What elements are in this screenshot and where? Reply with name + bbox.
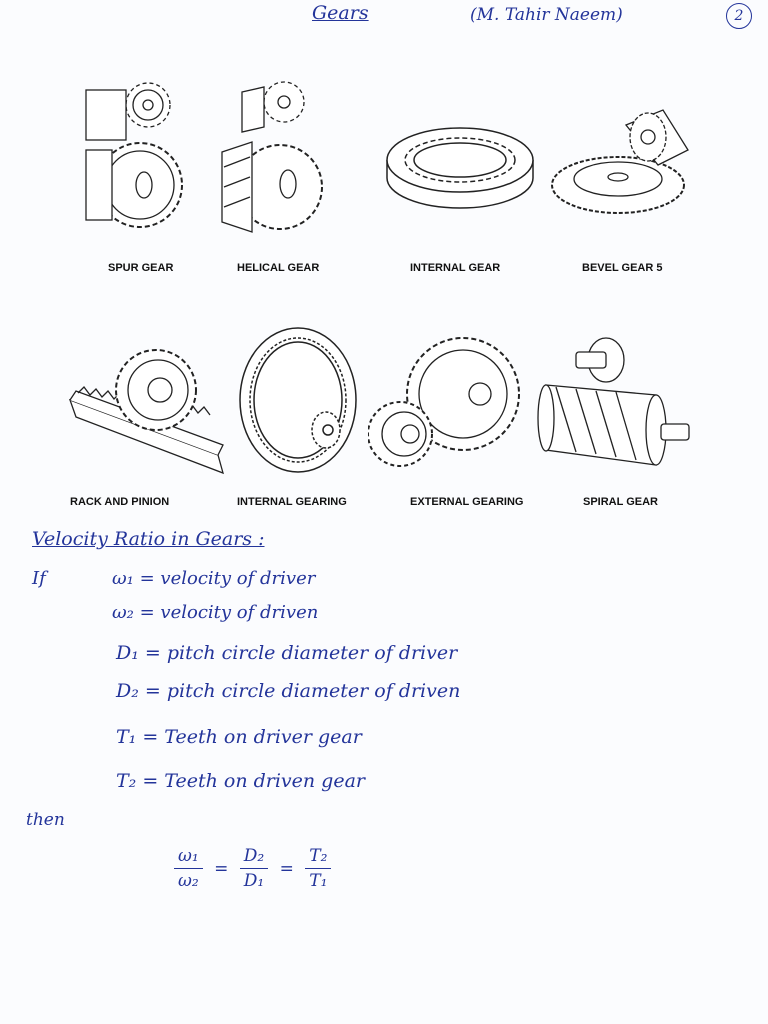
definition-line: D₂ = pitch circle diameter of driven [116,680,461,702]
internal-gearing-icon [238,325,358,475]
figure-caption: RACK AND PINION [70,496,170,508]
definition-line: ω₁ = velocity of driver [112,568,316,589]
figure-caption: SPUR GEAR [108,262,174,274]
figure-caption: INTERNAL GEAR [410,262,501,274]
definition-line: T₂ = Teeth on driven gear [116,770,365,792]
author-name: (M. Tahir Naeem) [470,5,623,25]
page-title: Gears [312,2,369,24]
definition-line: T₁ = Teeth on driver gear [116,726,362,748]
velocity-ratio-formula [170,846,335,891]
figure-caption: HELICAL GEAR [237,262,320,274]
then-word: then [26,810,65,830]
equals-sign: = [279,858,294,879]
rack-and-pinion-icon [68,345,228,480]
section-title: Velocity Ratio in Gears : [32,528,265,550]
figure-caption: SPIRAL GEAR [583,496,658,508]
figure-caption: INTERNAL GEARING [237,496,347,508]
fraction: $\frac{\text{D₂}}{\text{D₁}}$ [240,846,268,891]
internal-gear-icon [383,118,538,218]
fraction: $\frac{\text{T₂}}{\text{T₁}}$ [305,846,331,891]
page-number: 2 [726,3,752,29]
spur-gear-icon [78,70,188,240]
definition-line: ω₂ = velocity of driven [112,602,319,623]
figure-caption: BEVEL GEAR 5 [582,262,663,274]
definition-line: D₁ = pitch circle diameter of driver [116,642,458,664]
figure-caption: EXTERNAL GEARING [410,496,524,508]
helical-gear-icon [212,72,327,242]
external-gearing-icon [368,332,528,474]
fraction: $\frac{\text{ω₁}}{\text{ω₂}}$ [174,846,203,891]
spiral-gear-icon [536,330,701,480]
equals-sign: = [214,858,229,879]
bevel-gear-icon [548,105,698,230]
if-word: If [32,568,46,589]
